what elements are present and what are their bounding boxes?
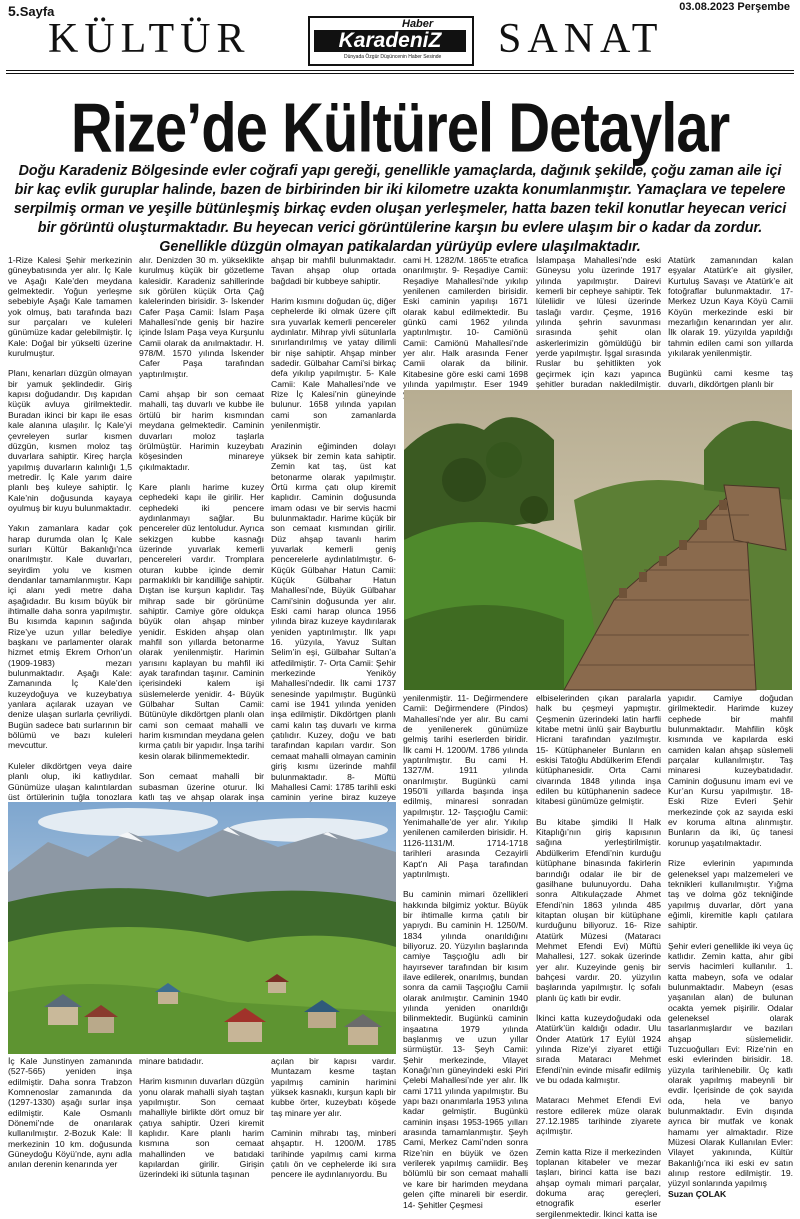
paragraph: Planı, kenarları düzgün olmayan bir yamuk şeklindedir. Giriş kapısı doğudandır. Dış kapıdan küçük avluya girilmektedir. Buradan ikinci bir kapı ile esas kale alanına ulaşılır. İç Kale’yi çevreleyen surlar kısmen düzgün, kısmen moloz taş duvarlara sahiptir. Kireç harçla yapılmış duvarların kalınlığı 1,5 metredir. İç Kale yarım daire planlı beş kuleye sahiptir. İç Kale’nin doğusunda kayaya oyulmuş bir kuyu bulunmaktadır.: [8, 368, 132, 513]
column-2-bottom: [139, 1056, 264, 1180]
paragraph: Harim kısmının duvarları düzgün yonu olarak mahalli siyah taştan yapılmıştır. Son cemaat mahalliyle birlikte dört omuz bir çatıya sahiptir. Üzeri kiremit kaplıdır. Kare planlı harim kısmına son cemaat mahallinden ve batıdaki kapılardan girilir. Girişin üzerindeki iki sütunla taşınan: [139, 1076, 264, 1180]
masthead-divider-2: [6, 73, 794, 74]
masthead-divider: [6, 70, 794, 71]
highland-village-photo: [8, 802, 396, 1054]
paragraph: Rize evlerinin yapımında geleneksel yapı malzemeleri ve teknikleri kullanılmıştır. Yığma taş ve dolma göz tekniğinde yapılmış duvarlar, dört yana eğimli, kiremitle kaplı çatılara sahiptir.: [668, 858, 793, 931]
newspaper-logo: [308, 16, 474, 66]
column-4-bottom: [403, 693, 528, 1210]
logo-sub-text: Dünyada Özgür Düşüncenin Haber Sesinde: [344, 54, 442, 60]
paragraph: ahşap bir mahfil bulunmaktadır. Tavan ahşap olup ortada bağdadi bir kubbeye sahiptir.: [271, 255, 396, 286]
column-4-top: [403, 255, 528, 390]
paragraph: Arazinin eğiminden dolayı yüksek bir zemin kata sahiptir. Zemin kat taş, üst kat betonarme olarak yapılmıştır. Örtü kırma çatı olup kiremit kaplıdır. Caminin doğusunda imam odası ve bir servis hacmi bulunmaktadır. Harime küçük bir son cemaat kısmından girilir. Düz ahşap tavanlı harim yuvarlak kemerli geniş pencerelerle aydınlatılmıştır. 6- Küçük Gülbahar Hatun Camii: Küçük Gülbahar Hatun Mahallesi’nde, Büyük Gülbahar Cami’sinin doğusunda yer alır. Eski cami harap olunca 1956 yılında biraz kuzeye kaydırılarak yeniden yaptırılmıştır. İlk yapı 16. yüzyıla, Yavuz Sultan Selim’in eşi, Gülbahar Sultan’a atfedilmiştir. 7- Orta Camii: Şehir merkezinde Yeniköy Mahallesi’ndedir. İlk cami 1737 senesinde yapılmıştır. Bugünkü cami ise 1941 yılında yeniden inşa edilmiştir. Dikdörtgen planlı cami kalın taş duvarlı ve kırma çatılıdır. Kuzey, doğu ve batı tarafından kapıları vardır. Son cemaat mahalli olmayan caminin giriş kısmı üzerinde mahfil bulunmaktadır. 8- Müftü Mahallesi Cami: 1785 tarihli eski caminin yerine biraz kuzeye: [271, 440, 396, 803]
paragraph: Şehir evleri genellikle iki veya üç katlıdır. Zemin katta, ahır gibi servis hacimleri kullanılır. 1. katta mabeyn, sofa ve odalar bulunmaktadır. Mabeyn (esas yaşanılan alan) de bulunan ocakta yemek pişirilir. Odalar geleneksel olarak tasarlanmışlardır ve bazıları ahşap süslemelidir. Tuzcuoğulları Evi: Rize’nin en eski evlerinden birisidir. 18. yüzyıla tarihlenebilir. Üç katlı olarak yapılmış mabeynli bir evdir. İçerisinde de çok sayıda oda, hela ve banyo bulunmaktadır. Evin dışında ayrıca bir mutfak ve konak hamamı yer almaktadır. Rize Müzesi Olarak Kullanılan Evler: Vilayet yakınında, Kültür Bakanlığı’nca iki eski ev satın alınıp restore edilmiştir. 19. yüzyıl sonlarında yapılmış: [668, 940, 793, 1189]
paragraph: İkinci katta kuzeydoğudaki oda Atatürk’ün kaldığı odadır. Ulu Önder Atatürk 17 Eylül 1924 yılında Rize’yi ziyaret ettiği sırada Mataracı Mehmet Efendi’nin evinde misafir edilmiş ve bu odada kalmıştır.: [536, 1012, 661, 1086]
section-title-left: KÜLTÜR: [48, 16, 251, 62]
column-3-top: [271, 255, 396, 803]
paragraph: Mataracı Mehmet Efendi Evi restore edilerek müze olarak 27.12.1985 tarihinde ziyarete açılmıştır.: [536, 1095, 661, 1137]
paragraph: cami H. 1282/M. 1865’te etrafica onarılmıştır. 9- Reşadiye Camii: Reşadiye Mahallesi’nde yıkılıp yenilenen camilerden birisidir. Eski caminin yapılışı 1671 olarak kabul edilmektedir. Bu günkü cami 1962 yılında yaptırılmıştır. 10- Camiönü Camii: Camiönü Mahallesi’nde yer alır. Halk arasında Fener Camii olarak da bilinir. Kitabesine göre eski cami 1698 yılında yapılmıştır. Eser 1949: [403, 255, 528, 390]
issue-date: 03.08.2023 Perşembe: [679, 1, 790, 13]
column-6-bottom: [668, 693, 793, 1199]
paragraph: elbiselerinden çıkan paralarla halk bu çeşmeyi yapmıştır. Çeşmenin üzerindeki latin harfli kitabe metni ünlü şair Bayburtlu Hicrani tarafından yazılmıştır. 15- Kütüphaneler Bunların en eskisi Tatoğlu Abdülkerim Efendi kütüphanesidir. Orta Cami civarında 1848 yılında inşa edilen bu kütüphanenin sadece kitabesi günümüze gelmiştir.: [536, 693, 661, 807]
page-label: Sayfa: [19, 4, 55, 19]
column-5-top: [536, 255, 661, 390]
paragraph: Zemin katta Rize il merkezinden toplanan kitabeler ve mezar taşları, birinci katta ise bazı ahşap oymalı mimari parçalar, dokuma araç gereçleri, etnografik eserler sergilenmektedir. İkinci katta ise: [536, 1146, 661, 1219]
paragraph: yapıdır. Camiye doğudan girilmektedir. Harimde kuzey cephede bir mahfil bulunmaktadır. Mahfilin köşk kısmında ve kapılarda eski camiden kalan ahşap süslemeli parçalar kullanılmıştır. Taş minaresi kuzeybatıdadır. Caminin doğusunu imam evi ve Kur’an Kursu yapılmıştır. 18- Eski Rize Evleri Şehir merkezinde çok az sayıda eski ev koruma altına alınmıştır. Bunların da iki, üç tanesi korunup yaşatılmaktadır.: [668, 693, 793, 848]
paragraph: Son cemaat mahalli bir subasman üzerine oturur. İki katlı taş ve ahşap olarak inşa: [139, 771, 264, 802]
column-1-top: [8, 255, 132, 800]
paragraph: Yakın zamanlara kadar çok harap durumda olan İç Kale surları Kültür Bakanlığı’nca onarılmıştır. Kale duvarları, seyirdim yolu ve kısmen dendanlar tamamlanmıştır. Kapı içi alanı yedi metre daha aşağıdadır. Bu kısım büyük bir ihtimalle daha sonra yapılmıştır. Bu kısımda kapının sağında Rize’ye uzun yıllar belediye başkanı ve parlamenter olarak hizmet etmiş Ekrem Orhon’un (1909-1983) mezarı bulunmaktadır. Aşağı Kale: Zamanında İç Kale’den kuzeydoğuya ve kuzeybatıya yanlara açılarak uzayan ve denize ulaşan surlarla çevriliydi. Bugün sadece batı surlarının bir bölümü ve bazı kuleleri mevcuttur.: [8, 523, 132, 751]
paragraph: Cami ahşap bir son cemaat mahalli, taş duvarlı ve kubbe ile örtülü bir harim kısmından meydana gelmektedir. Caminin duvarları moloz taşlarla örülmüştür. Harimin kuzeybatı köşesinden minareye çıkılmaktadır.: [139, 389, 264, 472]
paragraph: Kuleler dikdörtgen veya daire planlı olup, iki katlıydılar. Günümüze ulaşan kalıntılardan üst örtülerinin tuğla tonozlara: [8, 760, 132, 802]
section-title-right: SANAT: [498, 16, 664, 62]
logo-top-text: Haber: [402, 18, 434, 30]
paragraph: Atatürk zamanından kalan eşyalar Atatürk’e ait giysiler, Kurtuluş Savaşı ve Atatürk’e ait fotoğraflar bulunmaktadır. 17- Merkez Uzun Kaya Köyü Camii Köyün merkezinde eski bir mezarlığın kenarından yer alır. İlk olarak 19. yüzyılda yapıldığı tahmin edilen cami son yıllarda yıkılarak yenilenmiştir.: [668, 255, 793, 359]
paragraph: yenilenmiştir. 11- Değirmendere Camii: Değirmendere (Pindos) Mahallesi’nde yer alır. Bu cami de yenilenerek günümüze gelmiş tarihi eserlerden biridir. İlk cami H. 1200/M. 1786 yılında yaptırılmıştır. Bu cami H. 1327/M. 1911 yılında onarılmıştır. Bugünkü cami 1950’li yıllarda başında inşa edilmiş, minaresi sonradan yapılmıştır. 12- Taşçıoğlu Camii: Yenimahalle’de yer alır. Yıkılıp yenilenen camilerden birisidir. H. 1126-1131/M. 1714-1718 tarihleri arasında Cezayirli Kapt’n Ali Paşa tarafından yaptırılmıştı.: [403, 693, 528, 879]
paragraph: Kare planlı harime kuzey cephedeki kapı ile girilir. Her cephedeki iki pencere aydınlanmayı sağlar. Bu pencereler düz lentoludur. Ayrıca sekizgen kubbe kasnağı üzerinde yuvarlak kemerli pencereleri vardır. Tromplara oturan kubbe içinde demir parmaklıklı bir kandilliğe sahiptir. Dıştan ise kurşun kaplıdır. Taş mihrap sade bir görünüme sahiptir. Camiye göre oldukça büyük olan ahşap minber yenidir. Eskiden ahşap olan mahfil son yıllarda betonarme olarak yenilenmiştir. Harimin yarısını kaplayan bu mahfil iki ayak tarafından taşınır. Caminin içerisindeki kalem işi süslemelerde yenidir. 4- Büyük Gülbahar Sultan Camii: Bütünüyle dikdörtgen planlı olan cami son cemaat mahalli ve harim kısmından meydana gelen kırma çatılı bir yapıdır. İnşa tarihi kesin olarak bilinmemektedir.: [139, 481, 265, 761]
column-2-top: [139, 255, 264, 800]
page-number-value: 5.: [8, 3, 20, 19]
column-3-bottom: [271, 1056, 396, 1180]
paragraph: 1-Rize Kalesi Şehir merkezinin güneybatısında yer alır. İç Kale ve Aşağı Kale’den meydana gelmektedir. Yoğun yerleşme sebebiyle Aşağı Kale tamamen yok olmuş, batı tarafında bazı sur parçaları ve kuleleri günümüze kadar gelebilmiştir. İç Kale: Doğal bir yükselti üzerine kurulmuştur.: [8, 255, 132, 359]
paragraph: Bu kitabe şimdiki İl Halk Kitaplığı’nın giriş kapısının sağına yerleştirilmiştir. Abdülkerim Efendi’nin kurduğu kütüphane binasında fakirlerin barındığı odalar ile bir de gasilhane bulunuyordu. Daha sonra Altıkulaçzade Ahmet Efendi’nin 1863 yılında 485 kitaptan oluşan bir kütüphane kurduğunu biliyoruz. 16- Rize Atatürk Müzesi (Mataracı Mehmet Efendi Evi) Müftü Mahallesi, 127. sokak üzerinde yer alır. Kuzeyinde geniş bir bahçesi vardır. 20. yüzyılın başlarında yapılmıştır. İç sofalı planlı üç katlı bir evdir.: [536, 816, 661, 1003]
column-6-top: [668, 255, 793, 390]
highland-village-illustration: [8, 802, 396, 1054]
column-1-bottom: [8, 1056, 132, 1170]
article-lead: Doğu Karadeniz Bölgesinde evler coğrafi yapı gereği, genellikle yamaçlarda, dağınık şekilde, çoğu zaman aile içi bir kaç evlik guruplar halinde, bazen de birbirinden bir iki kilometre uzakta konumlanmıştır. Yamaçlara ve tepelere serpilmiş orman ve yeşille bütünleşmiş birkaç evden oluşan yerleşmeler, hatta bazen tekil konutlar heyecan verici bir görüntü oluşturmaktadır. Bu heyecan verici görüntülerine karşın bu evlere ulaşım bir o kadar da zordur. Genellikle düzgün olmayan patikalardan yürüyüp evlere ulaşılmaktadır.: [13, 163, 787, 255]
column-5-bottom: [536, 693, 661, 1219]
paragraph: Caminin mihrabı taş, minberi ahşaptır. H. 1200/M. 1785 tarihinde yapılmış cami kırma çatılı ön ve cephelerde iki sıra pencere ile aydınlanıyordu. Bu: [271, 1128, 396, 1180]
paragraph: açılan bir kapısı vardır. Muntazam kesme taştan yapılmış caminin harimini yüksek kasnaklı, kurşun kaplı bir kubbe örter, kuzeybatı köşede taş minare yer alır.: [271, 1056, 396, 1118]
paragraph: İç Kale Junstinyen zamanında (527-565) yeniden inşa edilmiştir. Daha sonra Trabzon Komnenoslar zamanında da (1297-1330) aşağı surlar inşa edilmiştir. Kale Osmanlı Dönemi’nde de onarılarak kullanılmıştır. 2-Bozuk Kale: İl merkezinin 10 km. doğusunda Güneydoğu Köyü’nde, aynı adla anılan derenin kenarında yer: [8, 1056, 132, 1170]
paragraph: İslampaşa Mahallesi’nde eski Güneysu yolu üzerinde 1917 yılında yapılmıştır. Dairevi kemerli bir cepheye sahiptir. Tek lüleliidir ve lülesi üzerinde taslağı vardır. Çeşme, 1916 yılında şehrin savunması sırasında şehit olan askerlerimizin gömüldüğü bir yerde yapılmıştır. İşgal sırasında Ruslar bu şehitlikten yok geçirmek için kazı yapınca şehitler buradan nakledilmiştir.: [536, 255, 661, 390]
article-headline: Rize’de Kültürel Detaylar: [70, 89, 730, 168]
castle-wall-photo: [404, 390, 792, 690]
paragraph: Bugünkü cami kesme taş duvarlı, dikdörtgen planlı bir: [668, 368, 793, 389]
paragraph: Harim kısmını doğudan üç, diğer cephelerde iki olmak üzere çift sıra yuvarlak kemerli pencereler aydınlatır. Mihrap yivli sütunlarla sınırlandırılmış ve yatay dilimli bir nişe sahiptir. Ahşap minber sadedir. Gülbahar Cami’si birkaç defa yıkılıp yapılmıştır. 5- Kale Camii: Kale Mahallesi’nde ve Rize İç Kalesi’nin güneyinde bulunur. 1658 yılında yapılan cami son zamanlarda yenilenmiştir.: [271, 296, 396, 431]
author-byline: Suzan ÇOLAK: [668, 1188, 727, 1199]
paragraph: alır. Denizden 30 m. yükseklikte kurulmuş küçük bir gözetleme kalesidir. Karadeniz sahillerinde sık görülen küçük Orta Çağ kalelerinden birisidir. 3- İskender Cafer Paşa Camii: İslam Paşa Mahallesi’nde geniş bir hazire içinde İslam Paşa veya Kurşunlu Camii olarak da anılmaktadır. H. 978/M. 1570 yılında İskender Cafer Paşa tarafından yaptırılmıştır.: [139, 255, 264, 379]
castle-wall-illustration: [404, 390, 792, 690]
logo-main-text: KaradeniZ: [314, 30, 466, 52]
paragraph: Bu caminin mimari özellikleri hakkında bilgimiz yoktur. Büyük bir ihtimalle kırma çatılı bir yapıydı. Bu caminin H. 1250/M. 1834 yılında onarıldığını biliyoruz. 20. Yüzyılın başlarında camiye Taşçıoğlu adlı bir hayırsever tarafından bir kısım ilave edilerek, onarılmış, bundan sonra da camii Taşçıoğlu Camii olarak anılmıştır. Caminin 1940 yılında yeniden onarıldığı bilinmektedir. Bugünkü caminin inşaatına 1979 yılında başlanmış ve uzun yıllar sürmüştür. 13- Şeyh Camii: Şehir merkezinde, Vilayet Konağı’nın güneyindeki eski Piri Çelebi Mahallesi’nde yer alır. İlk cami 1711 yılında yapılmıştır. Bu yapı bazı onarımlarla 1953 yılına kadar gelmiştir. Bugünkü caminin inşası 1953-1965 yılları arasında tamamlanmıştır. Şeyh Cami, Merkez Cami’nden sonra Rize’nin en büyük ve özen verilerek yapılmış camiidir. Beş bölümlü bir son cemaat mahalli ve kare bir harimden meydana gelen çifte minareli bir eserdir. 14- Şehitler Çeşmesi: [403, 889, 528, 1210]
paragraph: minare batıdadır.: [139, 1056, 204, 1066]
